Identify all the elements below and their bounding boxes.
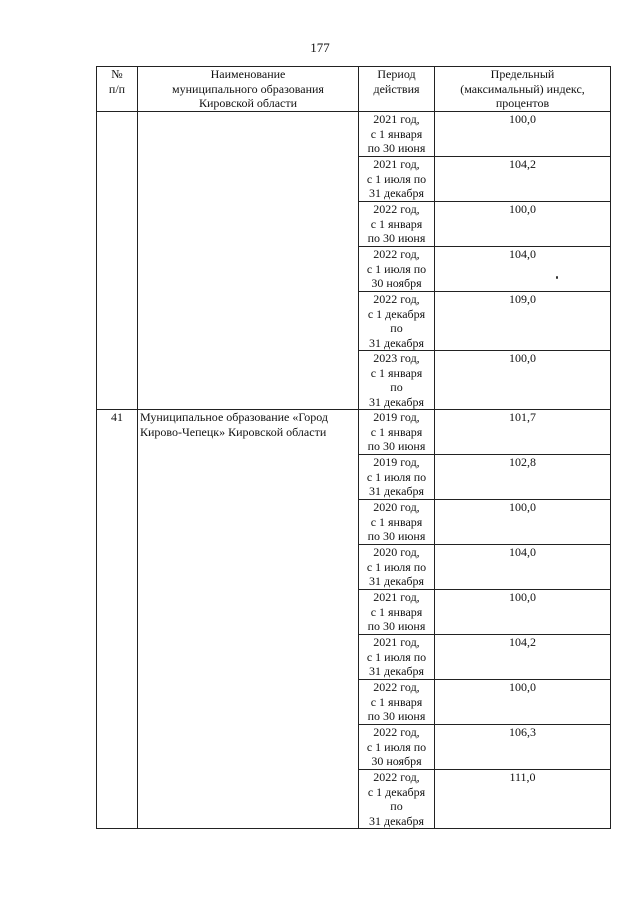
page-number: 177 [310,40,330,55]
tariff-index-table [96,66,611,829]
table-row [97,112,611,157]
period-cell: 2022 год, с 1 июля по 30 ноября [359,247,435,292]
header-index-label: Предельный (максимальный) индекс, процентов [460,67,585,110]
header-number [97,67,138,112]
index-value-cell: 109,0 [435,292,611,351]
index-value-cell: 104,0 [435,247,611,292]
period-cell: 2022 год, с 1 декабря по 31 декабря [359,292,435,351]
period-cell: 2021 год, с 1 июля по 31 декабря [359,635,435,680]
row-number-cell [97,112,138,410]
period-cell: 2019 год, с 1 июля по 31 декабря [359,455,435,500]
period-cell: 2022 год, с 1 января по 30 июня [359,680,435,725]
row-number-cell: 41 [97,410,138,829]
table-row [97,410,611,455]
header-period-label: Период действия [373,67,420,96]
period-cell: 2023 год, с 1 января по 31 декабря [359,351,435,410]
header-index [435,67,611,112]
index-value-cell: 104,2 [435,157,611,202]
index-value-cell: 100,0 [435,680,611,725]
header-municipality-label: Наименование муниципального образования Кировской области [172,67,324,110]
period-cell: 2021 год, с 1 июля по 31 декабря [359,157,435,202]
header-period [359,67,435,112]
index-value-cell: 104,0 [435,545,611,590]
index-value-cell: 100,0 [435,202,611,247]
period-cell: 2020 год, с 1 января по 30 июня [359,500,435,545]
municipality-name-cell [138,112,359,410]
index-value-cell: 104,2 [435,635,611,680]
municipality-name-cell: Муниципальное образование «Город Кирово-Чепецк» Кировской области [138,410,359,829]
index-value-cell: 102,8 [435,455,611,500]
period-cell: 2022 год, с 1 декабря по 31 декабря [359,770,435,829]
index-value-cell: 100,0 [435,351,611,410]
index-value-cell: 100,0 [435,112,611,157]
period-cell: 2022 год, с 1 июля по 30 ноября [359,725,435,770]
period-cell: 2021 год, с 1 января по 30 июня [359,590,435,635]
period-cell: 2022 год, с 1 января по 30 июня [359,202,435,247]
header-number-label: № п/п [108,67,126,96]
scan-speck-mark [556,276,558,279]
index-value-cell: 101,7 [435,410,611,455]
index-value-cell: 100,0 [435,590,611,635]
index-value-cell: 111,0 [435,770,611,829]
table-header-row [97,67,611,112]
header-municipality [138,67,359,112]
period-cell: 2020 год, с 1 июля по 31 декабря [359,545,435,590]
period-cell: 2019 год, с 1 января по 30 июня [359,410,435,455]
index-value-cell: 100,0 [435,500,611,545]
period-cell: 2021 год, с 1 января по 30 июня [359,112,435,157]
index-value-cell: 106,3 [435,725,611,770]
